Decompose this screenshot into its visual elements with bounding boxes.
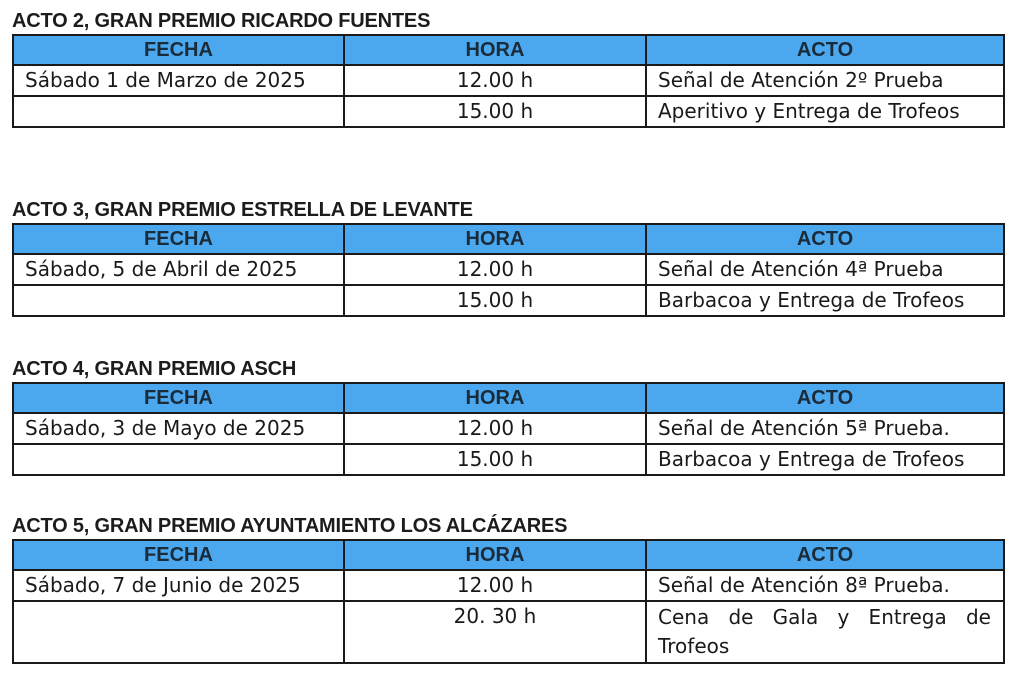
cell-fecha [13,601,344,663]
cell-acto: Aperitivo y Entrega de Trofeos [646,96,1004,127]
table-row [13,96,1004,127]
cell-fecha [13,444,344,475]
cell-fecha: Sábado, 5 de Abril de 2025 [13,254,344,285]
section-title: ACTO 4, GRAN PREMIO ASCH [12,358,297,380]
cell-acto: Señal de Atención 8ª Prueba. [646,570,1004,601]
header-fecha: FECHA [13,224,344,254]
header-acto: ACTO [646,224,1004,254]
table-row [13,254,1004,285]
header-fecha: FECHA [13,383,344,413]
header-acto: ACTO [646,383,1004,413]
section-acto-3 [12,197,1003,317]
section-title: ACTO 2, GRAN PREMIO RICARDO FUENTES [12,10,431,32]
cell-hora: 15.00 h [344,96,646,127]
header-hora: HORA [344,224,646,254]
header-hora: HORA [344,35,646,65]
cell-fecha: Sábado, 7 de Junio de 2025 [13,570,344,601]
table-header-row [13,383,1004,413]
section-title: ACTO 3, GRAN PREMIO ESTRELLA DE LEVANTE [12,199,473,221]
table-header-row [13,35,1004,65]
table-row [13,413,1004,444]
schedule-table [12,223,1005,317]
cell-fecha [13,96,344,127]
section-acto-2 [12,8,1003,128]
schedule-table [12,539,1005,664]
cell-hora: 15.00 h [344,285,646,316]
cell-fecha [13,285,344,316]
cell-hora: 12.00 h [344,254,646,285]
schedule-table [12,34,1005,128]
section-title: ACTO 5, GRAN PREMIO AYUNTAMIENTO LOS ALCÁZARES [12,515,568,537]
header-acto: ACTO [646,35,1004,65]
cell-hora: 20. 30 h [344,601,646,663]
header-fecha: FECHA [13,540,344,570]
table-header-row [13,540,1004,570]
header-fecha: FECHA [13,35,344,65]
cell-hora: 15.00 h [344,444,646,475]
section-acto-4 [12,356,1003,476]
table-row [13,570,1004,601]
cell-hora: 12.00 h [344,65,646,96]
section-acto-5 [12,513,1003,664]
cell-fecha: Sábado 1 de Marzo de 2025 [13,65,344,96]
header-acto: ACTO [646,540,1004,570]
table-row [13,285,1004,316]
cell-acto: Señal de Atención 5ª Prueba. [646,413,1004,444]
table-row [13,601,1004,663]
schedule-table [12,382,1005,476]
cell-fecha: Sábado, 3 de Mayo de 2025 [13,413,344,444]
cell-acto: Señal de Atención 4ª Prueba [646,254,1004,285]
table-header-row [13,224,1004,254]
cell-acto: Señal de Atención 2º Prueba [646,65,1004,96]
cell-acto: Barbacoa y Entrega de Trofeos [646,444,1004,475]
cell-hora: 12.00 h [344,413,646,444]
cell-acto: Barbacoa y Entrega de Trofeos [646,285,1004,316]
cell-hora: 12.00 h [344,570,646,601]
table-row [13,65,1004,96]
header-hora: HORA [344,383,646,413]
header-hora: HORA [344,540,646,570]
table-row [13,444,1004,475]
cell-acto: Cena de Gala y Entrega de Trofeos [646,601,1004,663]
